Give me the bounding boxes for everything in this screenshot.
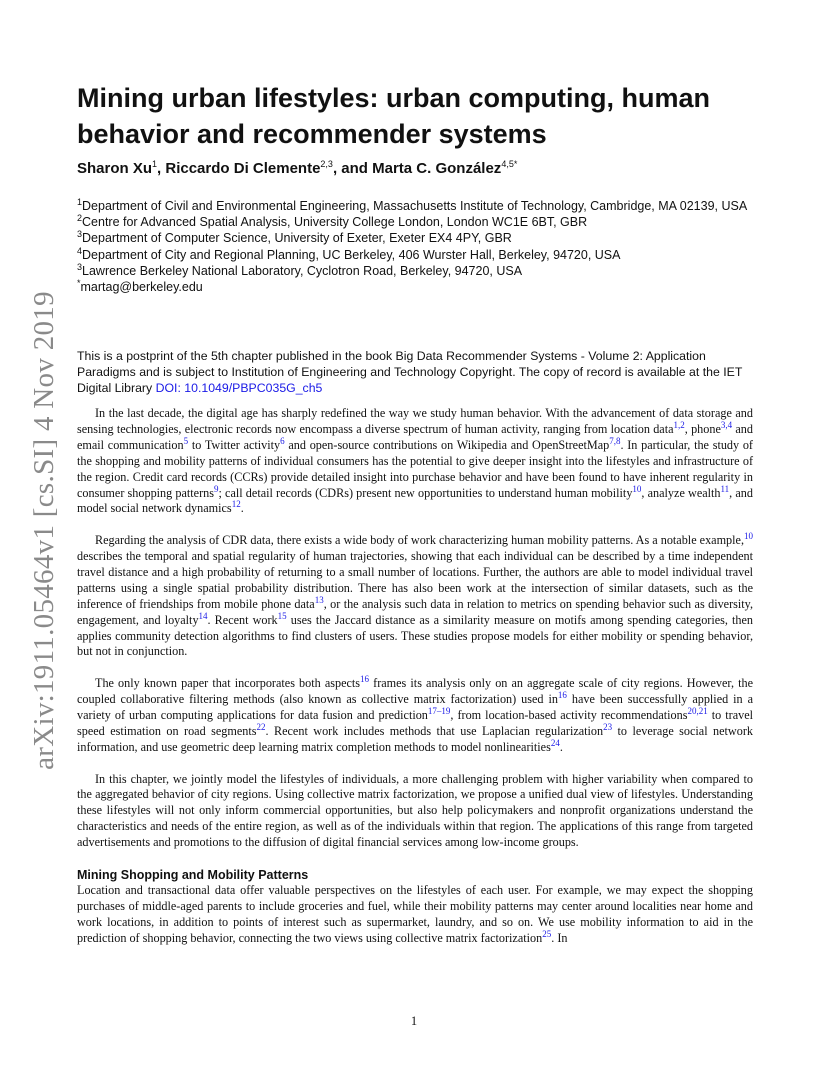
doi-link[interactable]: DOI: 10.1049/PBPC035G_ch5	[155, 381, 323, 395]
citation-link[interactable]: 11	[720, 483, 730, 494]
paper-title: Mining urban lifestyles: urban computing, human behavior and recommender systems	[77, 83, 711, 149]
paragraph-text: , or the analysis such data in relation to metrics on spending behavior such as diversity, engagement, and loyalty	[77, 596, 754, 627]
affiliation-list	[77, 198, 757, 295]
paragraph-text: . In	[551, 930, 568, 945]
affiliation-text: Lawrence Berkeley National Laboratory, Cyclotron Road, Berkeley, 94720, USA	[82, 263, 523, 278]
citation-link[interactable]: 14	[198, 610, 208, 621]
citation-link[interactable]: 15	[277, 610, 287, 621]
author-name: Riccardo Di Clemente	[165, 160, 321, 177]
author-affiliation-mark: 4,5*	[501, 159, 518, 169]
paragraph-text: , from location-based activity recommendations	[450, 708, 688, 722]
affiliation-text: Department of Civil and Environmental Engineering, Massachusetts Institute of Technology, Cambridge, MA 02139, USA	[82, 199, 748, 213]
paragraph-text: .	[559, 739, 563, 754]
page-number: 1	[410, 1014, 418, 1028]
affiliation-mark: *	[77, 277, 81, 288]
paragraph-text: ; call detail records (CDRs) present new opportunities to understand human mobility	[218, 485, 633, 500]
citation-link[interactable]: 3,4	[720, 419, 733, 430]
paragraph-text: . Recent work includes methods that use Laplacian regularization	[265, 723, 604, 738]
citation-link[interactable]: 7,8	[609, 435, 621, 446]
paragraph-text: to leverage social network information, and use geometric deep learning matrix completion methods to model nonlinearities	[77, 723, 753, 754]
body-paragraph	[77, 406, 753, 517]
citation-link[interactable]: 5	[183, 435, 189, 446]
paper-body	[77, 406, 753, 962]
postprint-note	[77, 348, 757, 396]
citation-link[interactable]: 10	[744, 531, 753, 542]
paragraph-text: to travel speed estimation on road segments	[77, 708, 753, 738]
affiliation-text: Centre for Advanced Spatial Analysis, University College London, London WC1E 6BT, GBR	[82, 215, 588, 230]
author-separator: , and	[332, 160, 373, 177]
body-paragraph	[77, 533, 753, 660]
paragraph-text: The only known paper that incorporates both aspects	[95, 676, 361, 691]
affiliation	[77, 198, 757, 214]
affiliation-mark: 2	[77, 213, 83, 224]
citation-link[interactable]: 23	[603, 721, 613, 732]
citation-link[interactable]: 12	[231, 499, 241, 510]
affiliation-mark: 1	[77, 196, 83, 207]
section-heading: Mining Shopping and Mobility Patterns	[77, 867, 309, 882]
affiliation	[77, 214, 757, 230]
paragraph-text: describes the temporal and spatial regularity of human trajectories, showing that each individual can be described by a time independent travel distance and a high probability of returning to a small number of locations. Further, the authors are able to model individual travel patterns using a single spatial probability distribution. There has also been work at the intersection of similar datasets, such as the inference of friendships from mobile phone data	[77, 549, 753, 611]
affiliation-mark: 3	[77, 261, 83, 272]
paragraph-text: and email communication	[77, 421, 753, 452]
body-paragraph	[77, 883, 753, 947]
paragraph-text: to Twitter activity	[188, 437, 281, 452]
citation-link[interactable]: 13	[314, 594, 324, 605]
paragraph-text: Regarding the analysis of CDR data, there exists a wide body of work characterizing human mobility patterns. As a notable example,	[95, 533, 744, 548]
paragraph-text: Location and transactional data offer valuable perspectives on the lifestyles of each user. For example, we may expect the shopping purchases of middle-aged parents to include groceries and fuel, while their mobility patterns may center around localities near home and work locations, in addition to points of interest such as supermarket, laundry, and so on. We use mobility information to aid in the prediction of shopping behavior, connecting the two views using collective matrix factorization	[77, 882, 753, 945]
citation-link[interactable]: 9	[214, 483, 219, 494]
author-list	[77, 160, 757, 177]
citation-link[interactable]: 16	[557, 690, 567, 701]
author-name: Sharon Xu	[77, 160, 153, 177]
author-separator: ,	[157, 160, 166, 177]
paragraph-text: In the last decade, the digital age has sharply redefined the way we study human behavior. With the advancement of data storage and sensing technologies, electronic records now encompass a diverse spectrum of human activity, ranging from location data	[77, 406, 753, 436]
postprint-note-text: This is a postprint of the 5th chapter published in the book Big Data Recommender Systems - Volume 2: Application Paradigms and is subject to Institution of Engineering and Technology Copyright. The copy of record is available at the IET Digital Library	[77, 349, 743, 395]
citation-link[interactable]: 6	[280, 435, 285, 446]
body-paragraph	[77, 772, 753, 852]
paragraph-text: , analyze wealth	[641, 485, 721, 500]
paragraph-text: , phone	[684, 421, 721, 436]
affiliation	[77, 279, 757, 295]
arxiv-sidebar-stamp	[20, 290, 68, 770]
citation-link[interactable]: 17–19	[427, 705, 451, 716]
citation-link[interactable]: 1,2	[673, 419, 685, 430]
paragraph-text: , and model social network dynamics	[77, 485, 753, 516]
citation-link[interactable]: 10	[632, 483, 642, 494]
affiliation	[77, 263, 757, 279]
paragraph-text: .	[240, 501, 244, 516]
author-name: Marta C. González	[372, 160, 502, 177]
body-paragraph	[77, 676, 753, 756]
affiliation-text: Department of City and Regional Planning, UC Berkeley, 406 Wurster Hall, Berkeley, 94720, USA	[82, 247, 621, 262]
citation-link[interactable]: 24	[550, 737, 560, 748]
affiliation-mark: 3	[77, 229, 83, 240]
affiliation	[77, 230, 757, 246]
citation-link[interactable]: 25	[542, 928, 552, 939]
paragraph-text: frames its analysis only on an aggregate scale of city regions. However, the coupled collaborative filtering methods (also known as collective matrix factorization) used in	[77, 676, 753, 707]
author-affiliation-mark: 1	[152, 159, 158, 169]
affiliation-text: Department of Computer Science, University of Exeter, Exeter EX4 4PY, GBR	[82, 231, 512, 246]
paragraph-text: . Recent work	[207, 612, 278, 627]
affiliation-text: martag@berkeley.edu	[80, 280, 203, 295]
citation-link[interactable]: 20,21	[687, 705, 708, 716]
arxiv-stamp-text: arXiv:1911.05464v1 [cs.SI] 4 Nov 2019	[27, 290, 60, 770]
citation-link[interactable]: 16	[360, 674, 370, 685]
affiliation-mark: 4	[77, 245, 83, 256]
author-affiliation-mark: 2,3	[320, 159, 333, 169]
paragraph-text: In this chapter, we jointly model the lifestyles of individuals, a more challenging problem with higher variability when compared to the aggregated behavior of city regions. Using collective matrix factorization, we propose a unified dual view of lifestyles. Understanding these lifestyles will not only inform commercial opportunities, but also help policymakers and nonprofit organizations understand the characteristics and needs of the entire region, as well as of the individuals within that region. The applications of this range from targeted advertisements and promotions to the diffusion of digital financial services among low-income groups.	[77, 771, 753, 850]
paragraph-text: have been successfully applied in a variety of urban computing applications for data fusion and prediction	[77, 692, 753, 722]
citation-link[interactable]: 22	[256, 721, 266, 732]
paragraph-text: and open-source contributions on Wikipedia and OpenStreetMap	[284, 437, 610, 452]
affiliation	[77, 247, 757, 263]
paragraph-text: . In particular, the study of the shopping and mobility patterns of individual consumers has the potential to give deeper insight into the lifestyles and infrastructure of the region. Credit card records (CCRs) provide detailed insight into purchase behavior and have been found to have inherent regularity in consumer shopping patterns	[77, 437, 753, 500]
paragraph-text: uses the Jaccard distance as a similarity measure on motifs among spending categories, then applies community detection algorithms to find clusters of users. These studies propose models for either mobility or spending behavior, but not in conjunction.	[77, 612, 753, 659]
